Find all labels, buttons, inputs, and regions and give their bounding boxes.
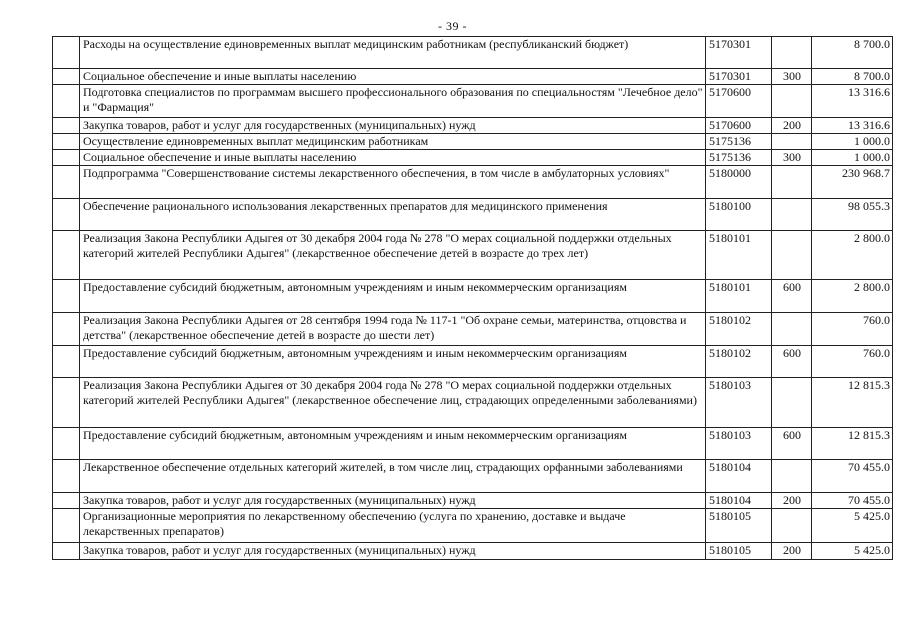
row-name: Предоставление субсидий бюджетным, автономным учреждениям и иным некоммерческим организациям bbox=[80, 428, 706, 460]
table-row bbox=[53, 150, 893, 166]
row-name: Реализация Закона Республики Адыгея от 30 декабря 2004 года № 278 "О мерах социальной поддержки отдельных категорий жителей Республики Адыгея" (лекарственное обеспечение детей в возрасте до трех лет) bbox=[80, 231, 706, 280]
row-expense-type bbox=[772, 460, 812, 493]
row-expense-type: 300 bbox=[772, 150, 812, 166]
row-expense-type bbox=[772, 37, 812, 69]
row-sum: 12 815.3 bbox=[812, 378, 893, 428]
row-code: 5170600 bbox=[706, 118, 772, 134]
row-sum: 5 425.0 bbox=[812, 509, 893, 543]
row-sum: 230 968.7 bbox=[812, 166, 893, 199]
row-name: Закупка товаров, работ и услуг для государственных (муниципальных) нужд bbox=[80, 543, 706, 560]
row-name: Закупка товаров, работ и услуг для государственных (муниципальных) нужд bbox=[80, 118, 706, 134]
table-row bbox=[53, 166, 893, 199]
table-row bbox=[53, 493, 893, 509]
row-expense-type bbox=[772, 313, 812, 346]
row-expense-type bbox=[772, 378, 812, 428]
row-code: 5180000 bbox=[706, 166, 772, 199]
row-sum: 8 700.0 bbox=[812, 69, 893, 85]
row-sum: 1 000.0 bbox=[812, 150, 893, 166]
row-blank-cell bbox=[53, 280, 80, 313]
row-blank-cell bbox=[53, 118, 80, 134]
row-code: 5180104 bbox=[706, 460, 772, 493]
table-row bbox=[53, 280, 893, 313]
row-code: 5180104 bbox=[706, 493, 772, 509]
table-row bbox=[53, 543, 893, 560]
row-blank-cell bbox=[53, 85, 80, 118]
row-expense-type: 600 bbox=[772, 280, 812, 313]
row-sum: 760.0 bbox=[812, 346, 893, 378]
row-name: Подпрограмма "Совершенствование системы лекарственного обеспечения, в том числе в амбулаторных условиях" bbox=[80, 166, 706, 199]
row-sum: 70 455.0 bbox=[812, 493, 893, 509]
row-name: Расходы на осуществление единовременных выплат медицинским работникам (республиканский бюджет) bbox=[80, 37, 706, 69]
table-row bbox=[53, 118, 893, 134]
row-expense-type: 200 bbox=[772, 118, 812, 134]
row-blank-cell bbox=[53, 509, 80, 543]
row-code: 5180103 bbox=[706, 378, 772, 428]
row-sum: 1 000.0 bbox=[812, 134, 893, 150]
table-row bbox=[53, 85, 893, 118]
row-name: Предоставление субсидий бюджетным, автономным учреждениям и иным некоммерческим организациям bbox=[80, 280, 706, 313]
row-blank-cell bbox=[53, 69, 80, 85]
row-name: Организационные мероприятия по лекарственному обеспечению (услуга по хранению, доставке и выдаче лекарственных препаратов) bbox=[80, 509, 706, 543]
row-code: 5180102 bbox=[706, 313, 772, 346]
row-code: 5180100 bbox=[706, 199, 772, 231]
row-sum: 13 316.6 bbox=[812, 85, 893, 118]
row-code: 5170301 bbox=[706, 37, 772, 69]
row-sum: 5 425.0 bbox=[812, 543, 893, 560]
row-blank-cell bbox=[53, 378, 80, 428]
row-blank-cell bbox=[53, 134, 80, 150]
row-blank-cell bbox=[53, 37, 80, 69]
table-row bbox=[53, 378, 893, 428]
table-row bbox=[53, 199, 893, 231]
row-name: Обеспечение рационального использования лекарственных препаратов для медицинского применения bbox=[80, 199, 706, 231]
row-name: Социальное обеспечение и иные выплаты населению bbox=[80, 69, 706, 85]
row-sum: 13 316.6 bbox=[812, 118, 893, 134]
row-code: 5180101 bbox=[706, 231, 772, 280]
row-blank-cell bbox=[53, 460, 80, 493]
row-blank-cell bbox=[53, 199, 80, 231]
row-expense-type bbox=[772, 85, 812, 118]
row-name: Реализация Закона Республики Адыгея от 30 декабря 2004 года № 278 "О мерах социальной поддержки отдельных категорий жителей Республики Адыгея" (лекарственное обеспечение лиц, страдающих определенными заболеваниями) bbox=[80, 378, 706, 428]
row-expense-type bbox=[772, 166, 812, 199]
row-sum: 760.0 bbox=[812, 313, 893, 346]
row-code: 5170301 bbox=[706, 69, 772, 85]
row-blank-cell bbox=[53, 346, 80, 378]
row-code: 5180102 bbox=[706, 346, 772, 378]
row-blank-cell bbox=[53, 428, 80, 460]
table-row bbox=[53, 428, 893, 460]
row-expense-type bbox=[772, 134, 812, 150]
row-expense-type: 600 bbox=[772, 346, 812, 378]
row-name: Подготовка специалистов по программам высшего профессионального образования по специальностям "Лечебное дело" и "Фармация" bbox=[80, 85, 706, 118]
row-expense-type: 600 bbox=[772, 428, 812, 460]
row-code: 5175136 bbox=[706, 134, 772, 150]
row-expense-type: 200 bbox=[772, 493, 812, 509]
row-sum: 2 800.0 bbox=[812, 231, 893, 280]
row-sum: 8 700.0 bbox=[812, 37, 893, 69]
page-number: - 39 - bbox=[438, 19, 467, 33]
row-expense-type bbox=[772, 509, 812, 543]
row-expense-type bbox=[772, 231, 812, 280]
row-code: 5170600 bbox=[706, 85, 772, 118]
row-sum: 98 055.3 bbox=[812, 199, 893, 231]
row-blank-cell bbox=[53, 313, 80, 346]
row-name: Закупка товаров, работ и услуг для государственных (муниципальных) нужд bbox=[80, 493, 706, 509]
table-row bbox=[53, 134, 893, 150]
row-blank-cell bbox=[53, 543, 80, 560]
table-row bbox=[53, 313, 893, 346]
row-name: Предоставление субсидий бюджетным, автономным учреждениям и иным некоммерческим организациям bbox=[80, 346, 706, 378]
row-sum: 70 455.0 bbox=[812, 460, 893, 493]
row-expense-type bbox=[772, 199, 812, 231]
row-name: Осуществление единовременных выплат медицинским работникам bbox=[80, 134, 706, 150]
row-name: Лекарственное обеспечение отдельных категорий жителей, в том числе лиц, страдающих орфанными заболеваниями bbox=[80, 460, 706, 493]
row-expense-type: 200 bbox=[772, 543, 812, 560]
row-code: 5175136 bbox=[706, 150, 772, 166]
table-row bbox=[53, 509, 893, 543]
budget-table-body bbox=[53, 37, 893, 560]
table-row bbox=[53, 69, 893, 85]
row-name: Социальное обеспечение и иные выплаты населению bbox=[80, 150, 706, 166]
table-row bbox=[53, 37, 893, 69]
row-expense-type: 300 bbox=[772, 69, 812, 85]
row-blank-cell bbox=[53, 150, 80, 166]
row-sum: 12 815.3 bbox=[812, 428, 893, 460]
budget-table bbox=[52, 36, 893, 560]
row-blank-cell bbox=[53, 231, 80, 280]
row-blank-cell bbox=[53, 166, 80, 199]
table-row bbox=[53, 231, 893, 280]
row-code: 5180105 bbox=[706, 543, 772, 560]
table-row bbox=[53, 460, 893, 493]
row-code: 5180103 bbox=[706, 428, 772, 460]
row-code: 5180105 bbox=[706, 509, 772, 543]
row-code: 5180101 bbox=[706, 280, 772, 313]
row-sum: 2 800.0 bbox=[812, 280, 893, 313]
table-row bbox=[53, 346, 893, 378]
row-name: Реализация Закона Республики Адыгея от 28 сентября 1994 года № 117-1 "Об охране семьи, материнства, отцовства и детства" (лекарственное обеспечение детей в возрасте до шести лет) bbox=[80, 313, 706, 346]
row-blank-cell bbox=[53, 493, 80, 509]
